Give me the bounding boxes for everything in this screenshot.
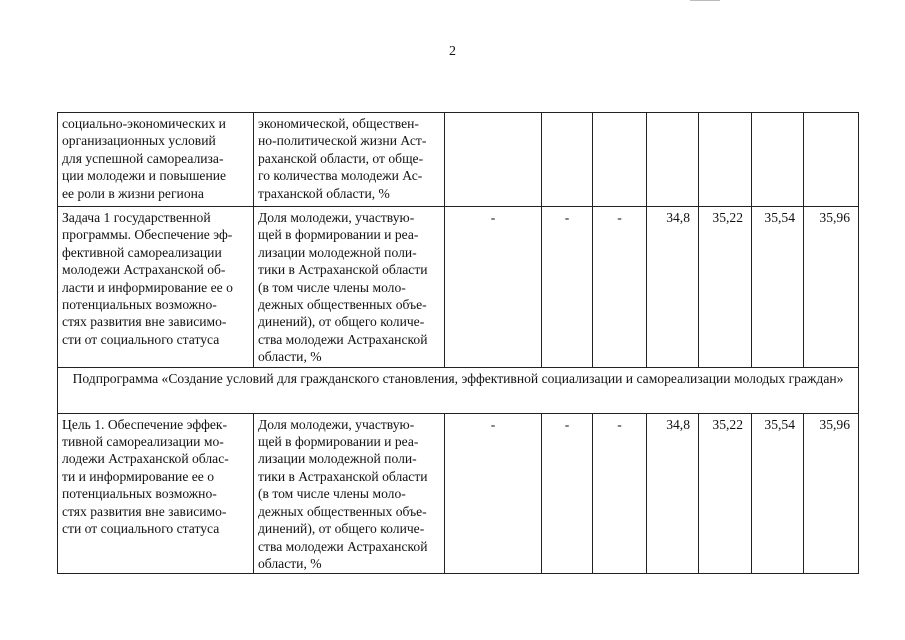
goal-line: сти от социального статуса	[62, 521, 220, 537]
goal-line: Задача 1 государственной	[62, 210, 211, 225]
indicator-line: ства молодежи Астраханской	[258, 331, 428, 347]
goal-line: стях развития вне зависимо-	[62, 314, 227, 330]
subprogram-title: Подпрограмма «Создание условий для гражданского становления, эффективной социализации и самореализации молодых граждан»	[58, 367, 859, 413]
goal-line: организационных условий	[62, 133, 216, 149]
table-row	[58, 207, 859, 368]
goal-line: социально-экономических и	[62, 116, 226, 131]
value-cell: -	[445, 207, 542, 368]
indicator-line: экономической, обществен-	[258, 116, 419, 131]
value-cell: -	[542, 413, 593, 574]
value-cell	[699, 113, 752, 207]
indicator-line: тики в Астраханской области	[258, 262, 428, 278]
goal-cell	[58, 207, 254, 368]
page-number: 2	[449, 44, 456, 59]
value-cell: 35,96	[804, 413, 859, 574]
goal-line: для успешной самореализа-	[62, 150, 224, 166]
goal-line: ции молодежи и повышение	[62, 168, 227, 184]
indicator-line: лизации молодежной поли-	[258, 244, 417, 260]
indicators-table	[57, 112, 859, 574]
value-cell	[804, 113, 859, 207]
goal-line: Цель 1. Обеспечение эффек-	[62, 416, 228, 432]
goal-line: лодежи Астраханской облас-	[62, 451, 229, 467]
indicator-line: области, %	[258, 349, 322, 365]
goal-line: молодежи Астраханской об-	[62, 262, 226, 278]
indicator-line: ства молодежи Астраханской	[258, 538, 428, 554]
goal-line: фективной самореализации	[62, 244, 222, 260]
goal-line: потенциальных возможно-	[62, 486, 217, 502]
value-cell: 35,54	[752, 413, 804, 574]
value-cell: 35,22	[699, 413, 752, 574]
indicator-line: Доля молодежи, участвую-	[258, 210, 415, 225]
value-cell: 34,8	[647, 207, 699, 368]
indicator-line: тики в Астраханской области	[258, 468, 428, 484]
scan-mark	[690, 0, 720, 3]
indicator-line: щей в формировании и реа-	[258, 434, 419, 450]
goal-line: ти и информирование ее о	[62, 468, 215, 484]
indicator-cell	[254, 113, 445, 207]
goal-cell	[58, 113, 254, 207]
indicator-line: раханской области, от обще-	[258, 150, 424, 166]
goal-cell	[58, 413, 254, 574]
indicator-line: го количества молодежи Ас-	[258, 168, 423, 184]
goal-line: потенциальных возможно-	[62, 297, 217, 313]
value-cell	[542, 113, 593, 207]
indicator-line: но-политической жизни Аст-	[258, 133, 427, 149]
goal-line: сти от социального статуса	[62, 331, 220, 347]
value-cell: -	[542, 207, 593, 368]
value-cell	[445, 113, 542, 207]
indicator-line: динений), от общего количе-	[258, 521, 425, 537]
value-cell: 34,8	[647, 413, 699, 574]
value-cell: 35,96	[804, 207, 859, 368]
goal-line: тивной самореализации мо-	[62, 434, 224, 450]
value-cell	[752, 113, 804, 207]
value-cell: -	[593, 413, 647, 574]
table-row	[58, 113, 859, 207]
indicator-cell	[254, 207, 445, 368]
value-cell: -	[593, 207, 647, 368]
indicator-line: (в том числе члены моло-	[258, 279, 406, 295]
table-row	[58, 413, 859, 574]
indicator-line: динений), от общего количе-	[258, 314, 425, 330]
indicator-line: дежных общественных объе-	[258, 297, 427, 313]
indicator-line: щей в формировании и реа-	[258, 227, 419, 243]
indicator-line: (в том числе члены моло-	[258, 486, 406, 502]
value-cell	[593, 113, 647, 207]
value-cell: -	[445, 413, 542, 574]
goal-line: ее роли в жизни региона	[62, 185, 204, 201]
value-cell: 35,22	[699, 207, 752, 368]
indicator-line: дежных общественных объе-	[258, 503, 427, 519]
indicator-line: лизации молодежной поли-	[258, 451, 417, 467]
indicator-line: Доля молодежи, участвую-	[258, 416, 415, 432]
indicator-line: траханской области, %	[258, 185, 390, 201]
subprogram-row	[58, 367, 859, 413]
goal-line: программы. Обеспечение эф-	[62, 227, 233, 243]
goal-line: стях развития вне зависимо-	[62, 503, 227, 519]
indicator-line: области, %	[258, 555, 322, 571]
value-cell	[647, 113, 699, 207]
goal-line: ласти и информирование ее о	[62, 279, 233, 295]
indicator-cell	[254, 413, 445, 574]
value-cell: 35,54	[752, 207, 804, 368]
